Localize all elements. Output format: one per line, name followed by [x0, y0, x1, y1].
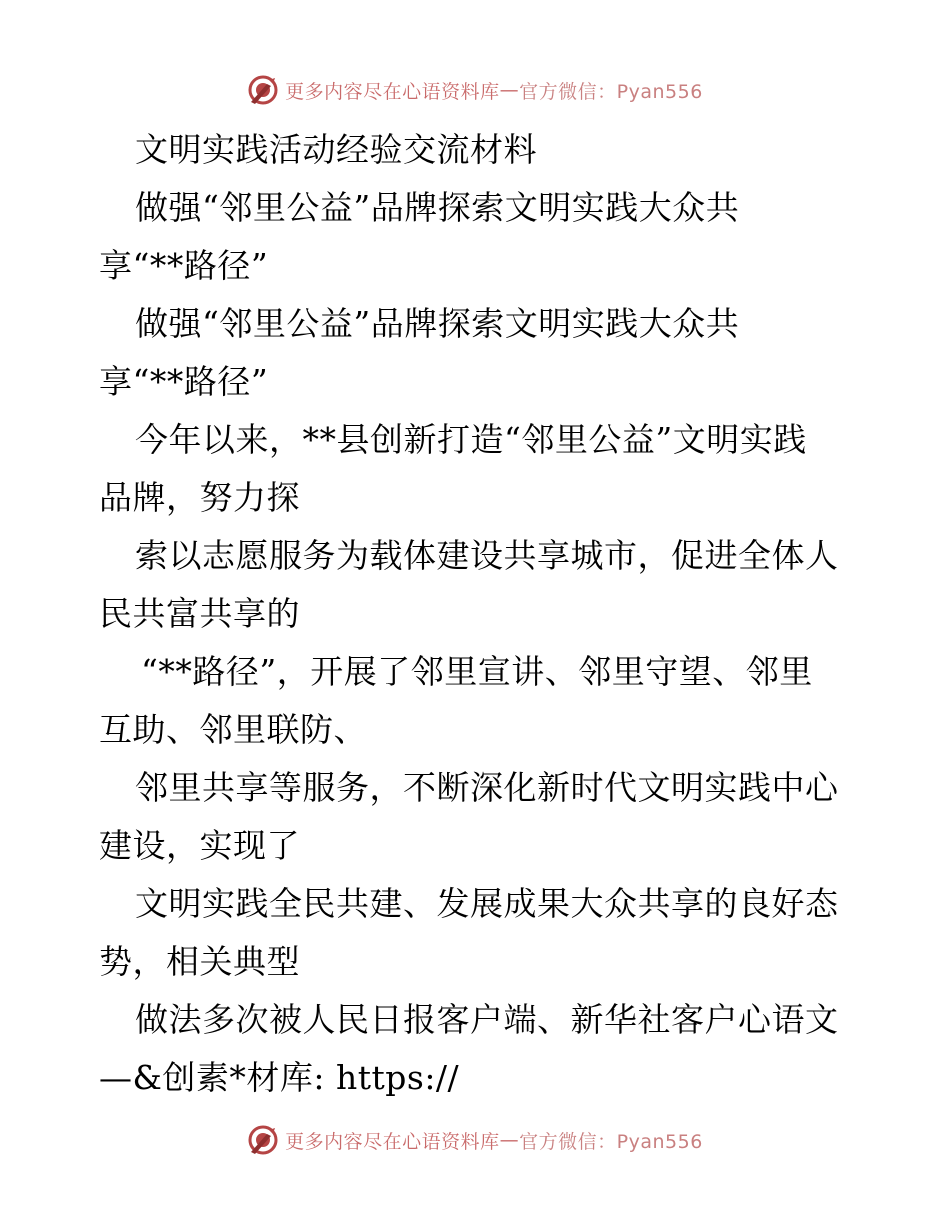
text-line: —&创素*材库: https:// [99, 1058, 460, 1097]
banner-main-text: 更多内容尽在心语资料库 [285, 1130, 500, 1153]
pen-logo-icon [247, 74, 279, 106]
text-line: 享“**路径” [99, 246, 269, 285]
text-line: 民共富共享的 [99, 594, 300, 633]
document-title: 文明实践活动经验交流材料 [135, 130, 537, 169]
banner-contact-text: 官方微信：Pyan556 [519, 80, 703, 103]
banner-dash: — [499, 1129, 520, 1151]
text-line: 索以志愿服务为载体建设共享城市，促进全体人 [135, 536, 839, 575]
text-line: 做法多次被人民日报客户端、新华社客户心语文 [135, 1000, 839, 1039]
text-line: 享“**路径” [99, 362, 269, 401]
text-line: “**路径”，开展了邻里宣讲、邻里守望、邻里 [141, 652, 813, 691]
text-line: 文明实践全民共建、发展成果大众共享的良好态 [135, 884, 839, 923]
text-line: 邻里共享等服务，不断深化新时代文明实践中心 [135, 768, 839, 807]
banner-main-text: 更多内容尽在心语资料库 [285, 80, 500, 103]
text-line: 品牌，努力探 [99, 478, 300, 517]
text-line: 今年以来，**县创新打造“邻里公益”文明实践 [135, 420, 807, 459]
header-watermark-banner [0, 70, 950, 110]
text-line: 建设，实现了 [99, 826, 300, 865]
text-line: 做强“邻里公益”品牌探索文明实践大众共 [135, 188, 740, 227]
pen-logo-icon [247, 1124, 279, 1156]
text-line: 互助、邻里联防、 [99, 710, 367, 749]
footer-watermark-banner [0, 1120, 950, 1160]
banner-dash: — [499, 79, 520, 101]
banner-contact-text: 官方微信：Pyan556 [519, 1130, 703, 1153]
document-body [99, 121, 859, 1107]
text-line: 做强“邻里公益”品牌探索文明实践大众共 [135, 304, 740, 343]
text-line: 势，相关典型 [99, 942, 300, 981]
